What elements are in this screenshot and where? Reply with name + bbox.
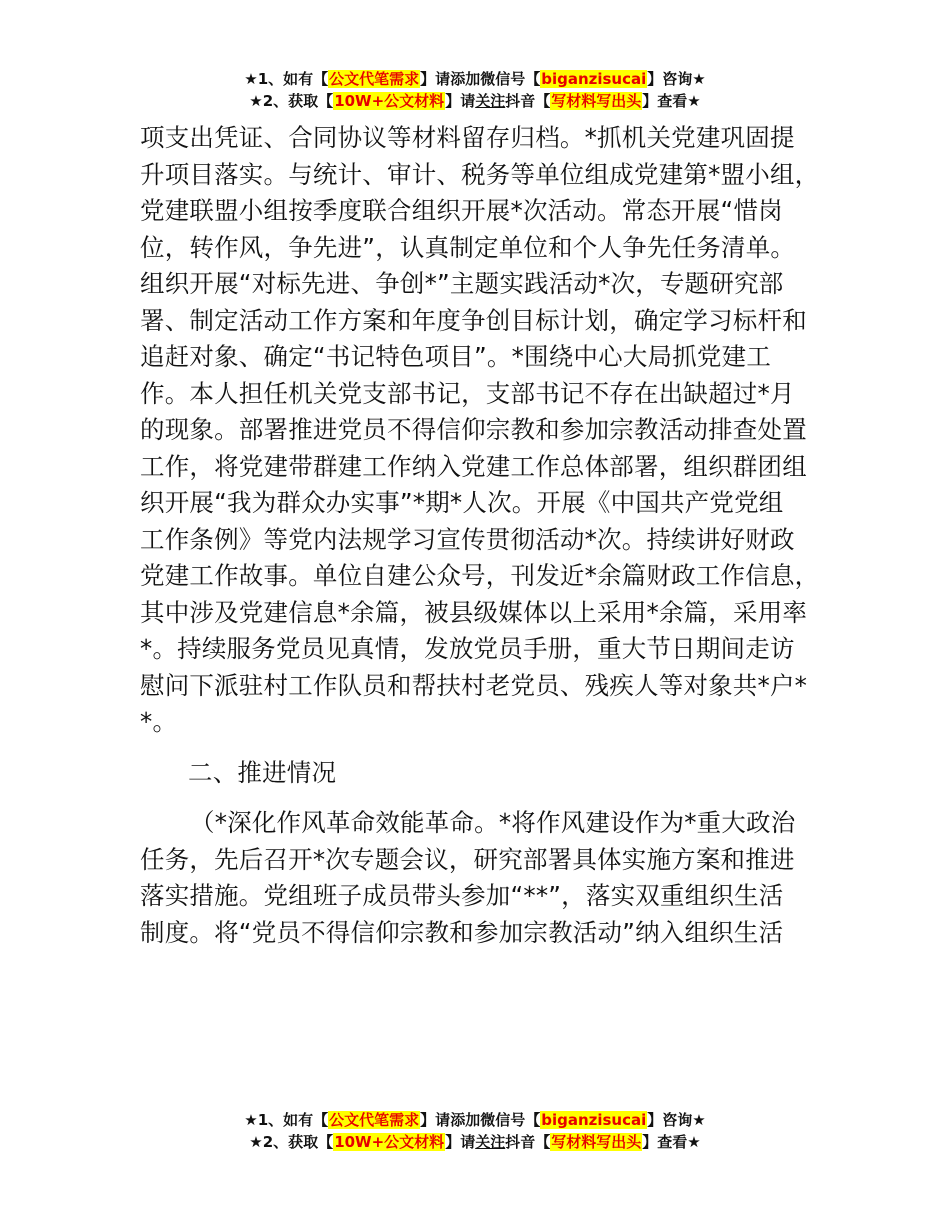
notice-text: 】咨询★ (647, 1111, 706, 1129)
footer-notice (0, 1109, 950, 1153)
notice-line-2 (0, 1131, 950, 1153)
notice-text: 添加 (450, 1111, 481, 1129)
notice-text: 微信号【 (480, 1111, 541, 1129)
notice-text: 关注 (475, 1133, 506, 1151)
paragraph-line: 组织开展“对标先进、争创*”主题实践活动*次，专题研究部 (140, 269, 784, 298)
paragraph-line: 党建联盟小组按季度联合组织开展*次活动。常态开展“惜岗 (140, 196, 783, 225)
notice-text: 】咨询★ (647, 70, 706, 88)
header-notice (0, 68, 950, 112)
notice-line-2 (0, 90, 950, 112)
section-heading: 二、推进情况 (188, 757, 337, 787)
paragraph-line: 升项目落实。与统计、审计、税务等单位组成党建第*盟小组， (140, 159, 820, 189)
paragraph-line: （*深化作风革命效能革命。*将作风建设作为*重大政治 (190, 808, 796, 837)
highlight-ghostwriting: 公文代笔需求 (329, 1111, 420, 1129)
notice-text: 添加 (450, 70, 481, 88)
paragraph-line: 其中涉及党建信息*余篇，被县级媒体以上采用*余篇，采用率 (140, 597, 808, 627)
highlight-douyin: 写材料写出头 (551, 92, 642, 110)
notice-text: 微信号【 (480, 70, 541, 88)
highlight-materials: 10W+公文材料 (334, 1133, 445, 1151)
notice-text: 】请 (420, 1111, 451, 1129)
notice-text: 关注 (475, 92, 506, 110)
notice-text: 】查看★ (642, 1133, 701, 1151)
highlight-douyin: 写材料写出头 (551, 1133, 642, 1151)
paragraph-line: 制度。将“党员不得信仰宗教和参加宗教活动”纳入组织生活 (140, 917, 784, 947)
paragraph-line: 项支出凭证、合同协议等材料留存归档。*抓机关党建巩固提 (140, 123, 795, 152)
highlight-ghostwriting: 公文代笔需求 (329, 70, 420, 88)
notice-text: 】请 (420, 70, 451, 88)
notice-text: 】请 (445, 1133, 476, 1151)
paragraph-line: 署、制定活动工作方案和年度争创目标计划，确定学习标杆和 (140, 305, 807, 335)
notice-text: 抖音【 (505, 92, 551, 110)
paragraph-line: 工作，将党建带群建工作纳入党建工作总体部署，组织群团组 (140, 451, 807, 481)
paragraph-line: 工作条例》等党内法规学习宣传贯彻活动*次。持续讲好财政 (140, 524, 795, 554)
notice-line-1 (0, 1109, 950, 1131)
paragraph-spacer (140, 791, 816, 805)
notice-text: 】请 (445, 92, 476, 110)
paragraph-line: 党建工作故事。单位自建公众号，刊发近*余篇财政工作信息， (140, 561, 820, 590)
paragraph-line: 任务，先后召开*次专题会议，研究部署具体实施方案和推进 (140, 844, 795, 874)
notice-text: ★2、获取【 (249, 92, 334, 110)
paragraph-line: 慰问下派驻村工作队员和帮扶村老党员、残疾人等对象共*户* (140, 670, 808, 700)
paragraph-spacer (140, 741, 816, 755)
highlight-wechat-id: biganzisucai (541, 70, 647, 88)
paragraph-line: 的现象。部署推进党员不得信仰宗教和参加宗教活动排查处置 (140, 415, 807, 444)
paragraph-line: 追赶对象、确定“书记特色项目”。*围绕中心大局抓党建工 (140, 342, 772, 371)
paragraph-line: 位，转作风，争先进”，认真制定单位和个人争先任务清单。 (140, 232, 796, 262)
highlight-wechat-id: biganzisucai (541, 1111, 647, 1129)
notice-text: 抖音【 (505, 1133, 551, 1151)
notice-text: ★2、获取【 (249, 1133, 334, 1151)
paragraph-line: 落实措施。党组班子成员带头参加“**”，落实双重组织生活 (140, 881, 784, 910)
notice-text: 】查看★ (642, 92, 701, 110)
paragraph-line: *。 (140, 707, 178, 736)
paragraph-line: 织开展“我为群众办实事”*期*人次。开展《中国共产党党组 (140, 488, 784, 517)
document-body (140, 120, 820, 951)
notice-text: ★1、如有【 (244, 70, 329, 88)
highlight-materials: 10W+公文材料 (334, 92, 445, 110)
paragraph-line: *。持续服务党员见真情，发放党员手册，重大节日期间走访 (140, 634, 795, 663)
paragraph-line: 作。本人担任机关党支部书记，支部书记不存在出缺超过*月 (140, 378, 795, 408)
notice-text: ★1、如有【 (244, 1111, 329, 1129)
notice-line-1 (0, 68, 950, 90)
